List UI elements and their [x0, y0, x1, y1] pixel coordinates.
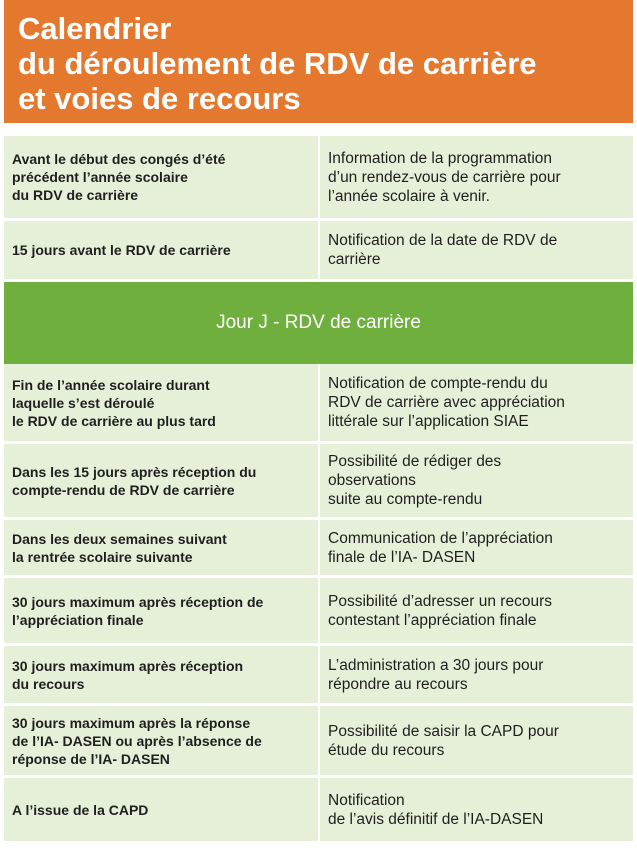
title-banner: [4, 0, 633, 123]
day-j-band: Jour J - RDV de carrière: [4, 282, 633, 364]
title-line-2: du déroulement de RDV de carrière: [18, 46, 537, 81]
row-timing: Dans les 15 jours après réception du compte-rendu de RDV de carrière: [4, 444, 320, 517]
row-timing: Avant le début des congés d’été précédent l’année scolaire du RDV de carrière: [4, 136, 320, 218]
row-action: Notification de l’avis définitif de l’IA-DASEN: [328, 791, 544, 828]
table-row: [4, 778, 633, 844]
row-action: Information de la programmation d’un rendez-vous de carrière pour l’année scolaire à venir.: [328, 149, 561, 205]
table-before: [4, 136, 633, 282]
row-action: L’administration a 30 jours pour répondre au recours: [328, 656, 544, 693]
row-timing: 30 jours maximum après réception du recours: [4, 646, 320, 703]
row-timing: 30 jours maximum après la réponse de l’IA- DASEN ou après l’absence de réponse de l’IA- DASEN: [4, 706, 320, 775]
row-action: Notification de la date de RDV de carrière: [328, 232, 558, 268]
table-row: [4, 221, 633, 282]
table-row: [4, 444, 633, 520]
row-action: Possibilité de saisir la CAPD pour étude du recours: [328, 722, 559, 759]
row-timing: Fin de l’année scolaire durant laquelle s’est déroulé le RDV de carrière au plus tard: [4, 364, 320, 441]
table-after: [4, 364, 633, 844]
title-line-3: et voies de recours: [18, 81, 301, 116]
table-row: [4, 364, 633, 444]
row-action: Possibilité de rédiger des observations suite au compte-rendu: [328, 453, 502, 508]
table-row: [4, 520, 633, 578]
table-row: [4, 578, 633, 646]
table-row: [4, 706, 633, 778]
row-timing: 30 jours maximum après réception de l’appréciation finale: [4, 578, 320, 643]
table-row: [4, 136, 633, 221]
row-timing: 15 jours avant le RDV de carrière: [4, 221, 320, 279]
row-timing: A l’issue de la CAPD: [4, 778, 320, 841]
row-timing: Dans les deux semaines suivant la rentrée scolaire suivante: [4, 520, 320, 575]
row-action: Communication de l’appréciation finale de l’IA- DASEN: [328, 529, 553, 566]
row-action: Notification de compte-rendu du RDV de carrière avec appréciation littérale sur l’application SIAE: [328, 375, 565, 430]
table-row: [4, 646, 633, 706]
row-action: Possibilité d’adresser un recours contestant l’appréciation finale: [328, 592, 552, 629]
title-line-1: Calendrier: [18, 11, 172, 46]
